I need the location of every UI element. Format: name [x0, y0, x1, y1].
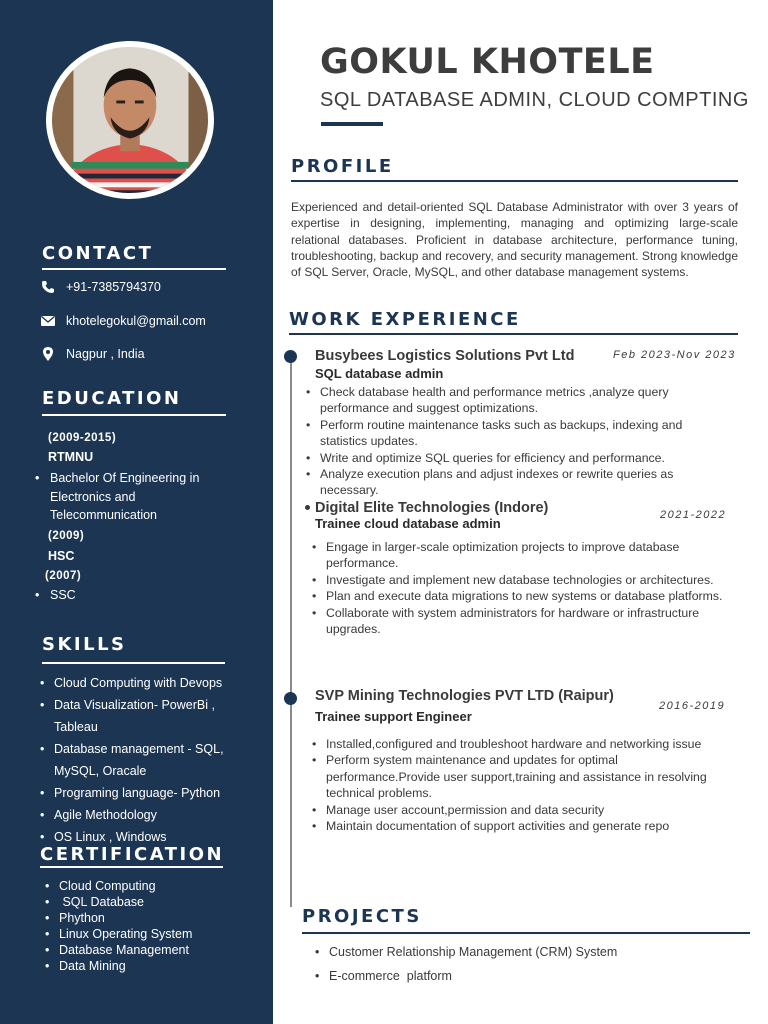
certification-divider [40, 866, 223, 868]
job-duty: • Perform system maintenance and updates for optimal performance.Provide user support,training and assistance in resolving technical problems. [312, 752, 732, 801]
job-dates: 2016-2019 [659, 700, 726, 712]
location-text: Nagpur , India [66, 347, 145, 361]
education-degree: • Bachelor Of Engineering in Electronics and Telecommunication [0, 469, 273, 525]
job-duty: • Write and optimize SQL queries for efficiency and performance. [306, 450, 716, 466]
education-years: (2009) [48, 529, 85, 542]
certification-item: • Data Mining [0, 958, 273, 974]
education-institution: RTMNU [48, 450, 94, 464]
certification-list [0, 878, 273, 974]
job-duties [306, 384, 716, 499]
job-duty: • Check database health and performance metrics ,analyze query performance and suggest optimizations. [306, 384, 716, 417]
certification-heading: CERTIFICATION [40, 844, 225, 865]
contact-email [40, 313, 206, 329]
map-pin-icon [40, 346, 56, 362]
job-duty: • Plan and execute data migrations to new systems or database platforms. [312, 588, 732, 604]
job-dates: 2021-2022 [660, 509, 727, 521]
experience-divider [289, 333, 738, 335]
job-duty: • Collaborate with system administrators for hardware or infrastructure upgrades. [312, 605, 732, 638]
experience-heading: WORK EXPERIENCE [289, 309, 521, 330]
job-duty: • Manage user account,permission and data security [312, 802, 732, 818]
certification-item: • Database Management [0, 942, 273, 958]
job-duty: • Engage in larger-scale optimization projects to improve database performance. [312, 539, 732, 572]
sidebar [0, 0, 273, 1024]
envelope-icon [40, 313, 56, 329]
project-item: • E-commerce platform [315, 964, 617, 988]
profile-divider [291, 180, 738, 182]
contact-phone [40, 279, 161, 295]
certification-item: • Cloud Computing [0, 878, 273, 894]
skill-item: • OS Linux , Windows [0, 826, 273, 848]
education-heading: EDUCATION [42, 388, 182, 409]
job-duty: • Installed,configured and troubleshoot hardware and networking issue [312, 736, 732, 752]
experience-timeline [290, 357, 292, 907]
contact-location [40, 346, 145, 362]
phone-number[interactable]: +91-7385794370 [66, 280, 161, 294]
job-company: Digital Elite Technologies (Indore) [315, 500, 549, 516]
timeline-dot [284, 692, 297, 705]
skills-list [0, 672, 273, 848]
job-company: Busybees Logistics Solutions Pvt Ltd [315, 348, 575, 364]
education-list [0, 429, 273, 604]
profile-photo [46, 41, 214, 199]
skills-heading: SKILLS [42, 634, 127, 655]
job-duty: • Maintain documentation of support activities and generate repo [312, 818, 732, 834]
skill-item: • Agile Methodology [0, 804, 273, 826]
skill-item: • Database management - SQL, MySQL, Oracale [0, 738, 273, 782]
education-institution: HSC [48, 548, 75, 563]
profile-heading: PROFILE [291, 156, 394, 177]
job-title: Trainee support Engineer [315, 709, 472, 724]
job-company: SVP Mining Technologies PVT LTD (Raipur) [315, 688, 614, 704]
education-divider [42, 414, 226, 416]
certification-item: • Linux Operating System [0, 926, 273, 942]
job-title: SQL database admin [315, 366, 444, 381]
job-duty: • Analyze execution plans and adjust indexes or rewrite queries as necessary. [306, 466, 716, 499]
phone-icon [40, 279, 56, 295]
email-address[interactable]: khotelegokul@gmail.com [66, 314, 206, 328]
contact-divider [42, 268, 226, 270]
job-dates: Feb 2023-Nov 2023 [613, 349, 736, 361]
job-title: Trainee cloud database admin [315, 516, 501, 531]
education-years: (2009-2015) [48, 432, 117, 444]
timeline-dot [284, 350, 297, 363]
job-duties [312, 736, 732, 834]
title-accent-bar [321, 122, 383, 126]
profile-summary: Experienced and detail-oriented SQL Database Administrator with over 3 years of expertise in designing, implementing, managing and optimizing large-scale relational databases. Proficient in database architecture, performance tuning, troubleshooting, backup and recovery, and security management. Strong knowledge of SQL Server, Oracle, MySQL, and other database management systems. [291, 200, 738, 280]
job-duty: • Investigate and implement new database technologies or architectures. [312, 572, 732, 588]
timeline-dot [305, 505, 310, 510]
projects-divider [302, 932, 750, 934]
skill-item: • Programing language- Python [0, 782, 273, 804]
education-years: (2007) [45, 569, 82, 582]
skill-item: • Cloud Computing with Devops [0, 672, 273, 694]
candidate-name: GOKUL KHOTELE [320, 42, 655, 82]
certification-item: • SQL Database [0, 894, 273, 910]
skills-divider [42, 662, 225, 664]
projects-list [315, 940, 617, 988]
contact-heading: CONTACT [42, 243, 154, 264]
certification-item: • Phython [0, 910, 273, 926]
education-degree: • SSC [0, 586, 273, 604]
job-duty: • Perform routine maintenance tasks such as backups, indexing and statistics updates. [306, 417, 716, 450]
job-duties [312, 539, 732, 637]
projects-heading: PROJECTS [302, 906, 422, 927]
skill-item: • Data Visualization- PowerBi , Tableau [0, 694, 273, 738]
project-item: • Customer Relationship Management (CRM) System [315, 940, 617, 964]
candidate-role: SQL DATABASE ADMIN, CLOUD COMPTING [320, 89, 749, 111]
